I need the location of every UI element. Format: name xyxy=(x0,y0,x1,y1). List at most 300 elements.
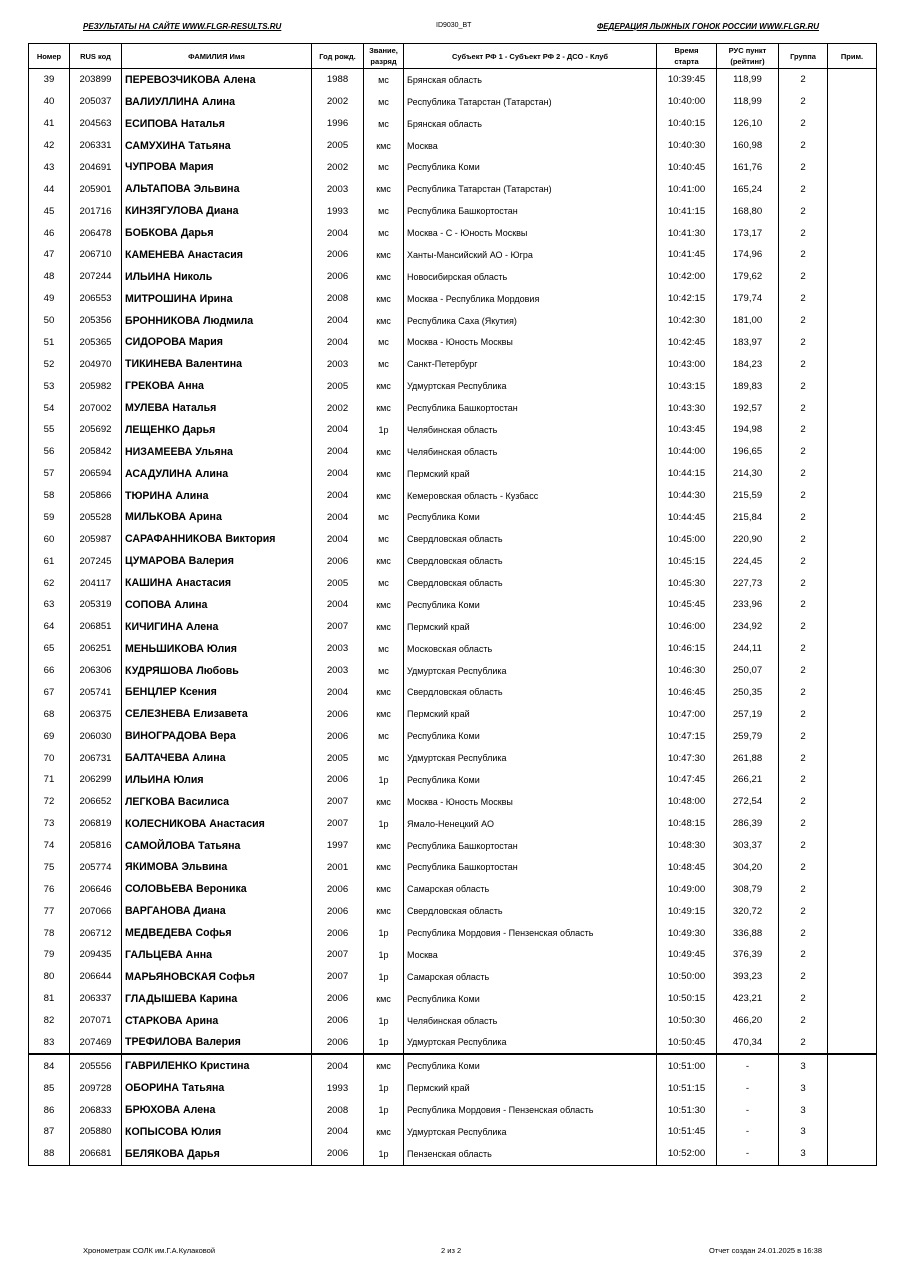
cell-note xyxy=(828,1121,877,1143)
cell-number: 62 xyxy=(29,572,70,594)
cell-birth-year: 2005 xyxy=(312,135,364,157)
table-row xyxy=(29,507,877,529)
cell-region: Республика Коми xyxy=(404,157,657,179)
cell-start-time: 10:47:30 xyxy=(657,747,717,769)
cell-region: Республика Башкортостан xyxy=(404,857,657,879)
cell-region: Москва xyxy=(404,135,657,157)
cell-group: 2 xyxy=(779,157,828,179)
cell-region: Пермский край xyxy=(404,703,657,725)
cell-note xyxy=(828,1077,877,1099)
cell-note xyxy=(828,463,877,485)
table-row xyxy=(29,813,877,835)
cell-birth-year: 2004 xyxy=(312,594,364,616)
cell-group: 2 xyxy=(779,288,828,310)
cell-region: Москва - Республика Мордовия xyxy=(404,288,657,310)
cell-rank: мс xyxy=(364,747,404,769)
cell-birth-year: 2007 xyxy=(312,966,364,988)
cell-rus-code: 206299 xyxy=(70,769,122,791)
cell-region: Республика Татарстан (Татарстан) xyxy=(404,91,657,113)
col-header-rank-line2: разряд xyxy=(370,57,397,66)
table-row xyxy=(29,1077,877,1099)
cell-start-time: 10:42:30 xyxy=(657,310,717,332)
cell-birth-year: 2004 xyxy=(312,332,364,354)
table-row xyxy=(29,1032,877,1055)
header-right-link[interactable]: ФЕДЕРАЦИЯ ЛЫЖНЫХ ГОНОК РОССИИ WWW.FLGR.RU xyxy=(596,22,819,31)
cell-number: 43 xyxy=(29,157,70,179)
cell-group: 2 xyxy=(779,200,828,222)
cell-number: 79 xyxy=(29,944,70,966)
cell-points: 168,80 xyxy=(717,200,779,222)
table-row xyxy=(29,725,877,747)
cell-group: 2 xyxy=(779,485,828,507)
table-row xyxy=(29,485,877,507)
cell-group: 2 xyxy=(779,463,828,485)
cell-start-time: 10:43:30 xyxy=(657,397,717,419)
cell-rank: 1р xyxy=(364,419,404,441)
cell-name: ТРЕФИЛОВА Валерия xyxy=(122,1032,312,1055)
cell-birth-year: 2006 xyxy=(312,769,364,791)
cell-name: КИЧИГИНА Алена xyxy=(122,616,312,638)
cell-name: МИТРОШИНА Ирина xyxy=(122,288,312,310)
cell-region: Республика Коми xyxy=(404,507,657,529)
cell-birth-year: 2006 xyxy=(312,878,364,900)
cell-note xyxy=(828,310,877,332)
cell-rank: 1р xyxy=(364,1032,404,1055)
cell-group: 2 xyxy=(779,550,828,572)
cell-birth-year: 2003 xyxy=(312,660,364,682)
col-header-rank xyxy=(364,44,404,69)
cell-region: Самарская область xyxy=(404,878,657,900)
cell-number: 58 xyxy=(29,485,70,507)
cell-birth-year: 2006 xyxy=(312,1010,364,1032)
cell-name: КУДРЯШОВА Любовь xyxy=(122,660,312,682)
cell-name: ЯКИМОВА Эльвина xyxy=(122,857,312,879)
cell-birth-year: 2002 xyxy=(312,157,364,179)
cell-rank: кмс xyxy=(364,616,404,638)
cell-name: МАРЬЯНОВСКАЯ Софья xyxy=(122,966,312,988)
cell-rus-code: 205356 xyxy=(70,310,122,332)
cell-start-time: 10:51:15 xyxy=(657,1077,717,1099)
cell-number: 78 xyxy=(29,922,70,944)
cell-start-time: 10:40:45 xyxy=(657,157,717,179)
cell-group: 2 xyxy=(779,1010,828,1032)
table-row xyxy=(29,616,877,638)
cell-rank: мс xyxy=(364,725,404,747)
cell-name: КИНЗЯГУЛОВА Диана xyxy=(122,200,312,222)
cell-start-time: 10:48:15 xyxy=(657,813,717,835)
cell-birth-year: 2004 xyxy=(312,441,364,463)
cell-name: ВАРГАНОВА Диана xyxy=(122,900,312,922)
cell-note xyxy=(828,419,877,441)
cell-rus-code: 205880 xyxy=(70,1121,122,1143)
cell-start-time: 10:44:30 xyxy=(657,485,717,507)
cell-group: 2 xyxy=(779,310,828,332)
cell-rus-code: 205866 xyxy=(70,485,122,507)
cell-group: 2 xyxy=(779,441,828,463)
cell-birth-year: 1993 xyxy=(312,1077,364,1099)
cell-rank: мс xyxy=(364,572,404,594)
cell-birth-year: 2004 xyxy=(312,1121,364,1143)
table-row xyxy=(29,682,877,704)
cell-start-time: 10:47:45 xyxy=(657,769,717,791)
cell-start-time: 10:43:00 xyxy=(657,353,717,375)
cell-points: 376,39 xyxy=(717,944,779,966)
cell-group: 2 xyxy=(779,966,828,988)
cell-rus-code: 206594 xyxy=(70,463,122,485)
cell-name: КАМЕНЕВА Анастасия xyxy=(122,244,312,266)
table-row xyxy=(29,222,877,244)
cell-rus-code: 205037 xyxy=(70,91,122,113)
cell-points: 183,97 xyxy=(717,332,779,354)
cell-name: МЕНЬШИКОВА Юлия xyxy=(122,638,312,660)
table-row xyxy=(29,353,877,375)
table-row xyxy=(29,703,877,725)
cell-rus-code: 205987 xyxy=(70,528,122,550)
cell-rus-code: 206375 xyxy=(70,703,122,725)
cell-group: 3 xyxy=(779,1099,828,1121)
cell-birth-year: 2004 xyxy=(312,419,364,441)
table-row xyxy=(29,594,877,616)
table-row xyxy=(29,332,877,354)
cell-name: ЛЕГКОВА Василиса xyxy=(122,791,312,813)
cell-name: БЕНЦЛЕР Ксения xyxy=(122,682,312,704)
cell-rank: кмс xyxy=(364,682,404,704)
cell-group: 2 xyxy=(779,922,828,944)
cell-note xyxy=(828,857,877,879)
cell-number: 41 xyxy=(29,113,70,135)
cell-rus-code: 205528 xyxy=(70,507,122,529)
cell-number: 56 xyxy=(29,441,70,463)
cell-note xyxy=(828,747,877,769)
cell-start-time: 10:40:15 xyxy=(657,113,717,135)
cell-name: КОЛЕСНИКОВА Анастасия xyxy=(122,813,312,835)
cell-name: САРАФАННИКОВА Виктория xyxy=(122,528,312,550)
cell-rus-code: 206833 xyxy=(70,1099,122,1121)
cell-birth-year: 2004 xyxy=(312,528,364,550)
cell-rus-code: 206478 xyxy=(70,222,122,244)
cell-rus-code: 207002 xyxy=(70,397,122,419)
cell-start-time: 10:52:00 xyxy=(657,1143,717,1165)
cell-group: 3 xyxy=(779,1054,828,1077)
table-row xyxy=(29,769,877,791)
cell-number: 67 xyxy=(29,682,70,704)
cell-points: 126,10 xyxy=(717,113,779,135)
cell-group: 3 xyxy=(779,1121,828,1143)
cell-points: - xyxy=(717,1121,779,1143)
cell-note xyxy=(828,485,877,507)
cell-rank: кмс xyxy=(364,441,404,463)
cell-rank: мс xyxy=(364,507,404,529)
cell-rus-code: 204970 xyxy=(70,353,122,375)
cell-points: 214,30 xyxy=(717,463,779,485)
cell-rus-code: 206331 xyxy=(70,135,122,157)
cell-note xyxy=(828,944,877,966)
cell-group: 2 xyxy=(779,507,828,529)
cell-rank: кмс xyxy=(364,900,404,922)
cell-birth-year: 2005 xyxy=(312,375,364,397)
cell-note xyxy=(828,441,877,463)
cell-start-time: 10:50:15 xyxy=(657,988,717,1010)
cell-name: БРЮХОВА Алена xyxy=(122,1099,312,1121)
cell-rus-code: 206712 xyxy=(70,922,122,944)
cell-number: 42 xyxy=(29,135,70,157)
cell-name: ВАЛИУЛЛИНА Алина xyxy=(122,91,312,113)
cell-note xyxy=(828,922,877,944)
table-row xyxy=(29,572,877,594)
cell-group: 2 xyxy=(779,594,828,616)
cell-points: 303,37 xyxy=(717,835,779,857)
cell-rank: 1р xyxy=(364,769,404,791)
cell-start-time: 10:46:45 xyxy=(657,682,717,704)
cell-rank: мс xyxy=(364,200,404,222)
cell-start-time: 10:45:30 xyxy=(657,572,717,594)
cell-points: 250,07 xyxy=(717,660,779,682)
cell-note xyxy=(828,550,877,572)
cell-note xyxy=(828,69,877,91)
cell-number: 70 xyxy=(29,747,70,769)
table-row xyxy=(29,266,877,288)
table-row xyxy=(29,113,877,135)
cell-name: ИЛЬИНА Николь xyxy=(122,266,312,288)
cell-name: ГРЕКОВА Анна xyxy=(122,375,312,397)
cell-rus-code: 205816 xyxy=(70,835,122,857)
cell-group: 2 xyxy=(779,222,828,244)
cell-region: Челябинская область xyxy=(404,441,657,463)
cell-start-time: 10:42:45 xyxy=(657,332,717,354)
cell-name: ЧУПРОВА Мария xyxy=(122,157,312,179)
cell-region: Республика Коми xyxy=(404,594,657,616)
cell-note xyxy=(828,725,877,747)
cell-points: 179,62 xyxy=(717,266,779,288)
cell-name: МИЛЬКОВА Арина xyxy=(122,507,312,529)
cell-group: 2 xyxy=(779,113,828,135)
cell-name: ТИКИНЕВА Валентина xyxy=(122,353,312,375)
cell-group: 2 xyxy=(779,638,828,660)
cell-rus-code: 201716 xyxy=(70,200,122,222)
cell-name: НИЗАМЕЕВА Ульяна xyxy=(122,441,312,463)
cell-group: 2 xyxy=(779,375,828,397)
cell-rank: кмс xyxy=(364,703,404,725)
cell-number: 49 xyxy=(29,288,70,310)
table-row xyxy=(29,857,877,879)
cell-start-time: 10:51:30 xyxy=(657,1099,717,1121)
cell-rank: кмс xyxy=(364,288,404,310)
cell-points: 160,98 xyxy=(717,135,779,157)
cell-birth-year: 2008 xyxy=(312,1099,364,1121)
cell-region: Москва xyxy=(404,944,657,966)
cell-birth-year: 2004 xyxy=(312,682,364,704)
cell-note xyxy=(828,813,877,835)
cell-name: БАЛТАЧЕВА Алина xyxy=(122,747,312,769)
cell-points: 259,79 xyxy=(717,725,779,747)
cell-rank: 1р xyxy=(364,944,404,966)
cell-note xyxy=(828,1099,877,1121)
col-header-time-line2: старта xyxy=(674,57,699,66)
cell-region: Свердловская область xyxy=(404,572,657,594)
cell-rus-code: 206030 xyxy=(70,725,122,747)
cell-group: 2 xyxy=(779,69,828,91)
cell-birth-year: 2006 xyxy=(312,266,364,288)
table-header-row xyxy=(29,44,877,69)
cell-start-time: 10:46:15 xyxy=(657,638,717,660)
cell-birth-year: 1988 xyxy=(312,69,364,91)
cell-birth-year: 2003 xyxy=(312,353,364,375)
cell-region: Республика Татарстан (Татарстан) xyxy=(404,178,657,200)
col-header-note: Прим. xyxy=(828,44,877,69)
cell-points: 308,79 xyxy=(717,878,779,900)
cell-name: СОЛОВЬЕВА Вероника xyxy=(122,878,312,900)
table-row xyxy=(29,463,877,485)
cell-rus-code: 205365 xyxy=(70,332,122,354)
cell-number: 54 xyxy=(29,397,70,419)
cell-rank: 1р xyxy=(364,1099,404,1121)
cell-note xyxy=(828,769,877,791)
cell-note xyxy=(828,178,877,200)
cell-note xyxy=(828,507,877,529)
cell-points: 179,74 xyxy=(717,288,779,310)
cell-points: 266,21 xyxy=(717,769,779,791)
cell-points: 393,23 xyxy=(717,966,779,988)
cell-rank: 1р xyxy=(364,1077,404,1099)
cell-rus-code: 206337 xyxy=(70,988,122,1010)
cell-region: Москва - Юность Москвы xyxy=(404,791,657,813)
cell-name: КОПЫСОВА Юлия xyxy=(122,1121,312,1143)
table-row xyxy=(29,1054,877,1077)
cell-note xyxy=(828,397,877,419)
cell-group: 2 xyxy=(779,791,828,813)
cell-start-time: 10:47:15 xyxy=(657,725,717,747)
cell-rank: кмс xyxy=(364,878,404,900)
cell-points: 215,84 xyxy=(717,507,779,529)
cell-start-time: 10:49:00 xyxy=(657,878,717,900)
cell-region: Самарская область xyxy=(404,966,657,988)
cell-number: 47 xyxy=(29,244,70,266)
cell-start-time: 10:44:00 xyxy=(657,441,717,463)
cell-rank: кмс xyxy=(364,485,404,507)
cell-birth-year: 2007 xyxy=(312,616,364,638)
cell-birth-year: 2003 xyxy=(312,638,364,660)
cell-birth-year: 2006 xyxy=(312,244,364,266)
cell-group: 2 xyxy=(779,528,828,550)
cell-start-time: 10:41:15 xyxy=(657,200,717,222)
cell-birth-year: 2004 xyxy=(312,310,364,332)
table-row xyxy=(29,747,877,769)
cell-points: 173,17 xyxy=(717,222,779,244)
start-list-table xyxy=(28,43,877,1166)
header-left-link[interactable]: РЕЗУЛЬТАТЫ НА САЙТЕ WWW.FLGR-RESULTS.RU xyxy=(83,22,282,31)
cell-rank: мс xyxy=(364,638,404,660)
cell-start-time: 10:45:45 xyxy=(657,594,717,616)
cell-rus-code: 204117 xyxy=(70,572,122,594)
table-row xyxy=(29,244,877,266)
cell-name: МЕДВЕДЕВА Софья xyxy=(122,922,312,944)
cell-rus-code: 206644 xyxy=(70,966,122,988)
cell-start-time: 10:49:30 xyxy=(657,922,717,944)
cell-number: 76 xyxy=(29,878,70,900)
cell-note xyxy=(828,638,877,660)
cell-region: Москва - Юность Москвы xyxy=(404,332,657,354)
cell-name: ЕСИПОВА Наталья xyxy=(122,113,312,135)
cell-number: 52 xyxy=(29,353,70,375)
cell-region: Удмуртская Республика xyxy=(404,375,657,397)
cell-number: 53 xyxy=(29,375,70,397)
table-row xyxy=(29,791,877,813)
cell-start-time: 10:50:30 xyxy=(657,1010,717,1032)
cell-start-time: 10:46:00 xyxy=(657,616,717,638)
cell-rus-code: 206251 xyxy=(70,638,122,660)
cell-rus-code: 203899 xyxy=(70,69,122,91)
cell-note xyxy=(828,966,877,988)
cell-rank: 1р xyxy=(364,966,404,988)
cell-number: 63 xyxy=(29,594,70,616)
cell-points: 224,45 xyxy=(717,550,779,572)
table-row xyxy=(29,200,877,222)
table-row xyxy=(29,922,877,944)
cell-birth-year: 2001 xyxy=(312,857,364,879)
cell-rus-code: 205741 xyxy=(70,682,122,704)
col-header-region: Субъект РФ 1 - Субъект РФ 2 - ДСО - Клуб xyxy=(404,44,657,69)
cell-points: 470,34 xyxy=(717,1032,779,1055)
cell-region: Свердловская область xyxy=(404,528,657,550)
cell-name: ГАВРИЛЕНКО Кристина xyxy=(122,1054,312,1077)
cell-rank: мс xyxy=(364,91,404,113)
cell-note xyxy=(828,288,877,310)
cell-number: 80 xyxy=(29,966,70,988)
cell-birth-year: 2004 xyxy=(312,463,364,485)
cell-rank: кмс xyxy=(364,397,404,419)
cell-number: 81 xyxy=(29,988,70,1010)
cell-points: - xyxy=(717,1099,779,1121)
cell-group: 2 xyxy=(779,419,828,441)
cell-rank: кмс xyxy=(364,244,404,266)
cell-name: ПЕРЕВОЗЧИКОВА Алена xyxy=(122,69,312,91)
cell-start-time: 10:50:00 xyxy=(657,966,717,988)
cell-start-time: 10:40:30 xyxy=(657,135,717,157)
cell-name: СТАРКОВА Арина xyxy=(122,1010,312,1032)
cell-note xyxy=(828,528,877,550)
cell-number: 51 xyxy=(29,332,70,354)
cell-region: Свердловская область xyxy=(404,900,657,922)
cell-points: 118,99 xyxy=(717,91,779,113)
cell-number: 44 xyxy=(29,178,70,200)
cell-name: ВИНОГРАДОВА Вера xyxy=(122,725,312,747)
cell-rus-code: 205319 xyxy=(70,594,122,616)
cell-region: Ямало-Ненецкий АО xyxy=(404,813,657,835)
cell-number: 64 xyxy=(29,616,70,638)
cell-name: СИДОРОВА Мария xyxy=(122,332,312,354)
cell-start-time: 10:46:30 xyxy=(657,660,717,682)
cell-region: Свердловская область xyxy=(404,550,657,572)
cell-rus-code: 205901 xyxy=(70,178,122,200)
cell-points: 244,11 xyxy=(717,638,779,660)
cell-number: 66 xyxy=(29,660,70,682)
cell-note xyxy=(828,878,877,900)
cell-name: ИЛЬИНА Юлия xyxy=(122,769,312,791)
cell-group: 2 xyxy=(779,944,828,966)
table-row xyxy=(29,288,877,310)
cell-rank: кмс xyxy=(364,135,404,157)
cell-birth-year: 2006 xyxy=(312,900,364,922)
cell-region: Пермский край xyxy=(404,616,657,638)
cell-name: ТЮРИНА Алина xyxy=(122,485,312,507)
cell-rus-code: 205774 xyxy=(70,857,122,879)
cell-rank: кмс xyxy=(364,857,404,879)
cell-number: 77 xyxy=(29,900,70,922)
cell-name: БОБКОВА Дарья xyxy=(122,222,312,244)
cell-group: 2 xyxy=(779,1032,828,1055)
cell-group: 2 xyxy=(779,769,828,791)
cell-rus-code: 204691 xyxy=(70,157,122,179)
